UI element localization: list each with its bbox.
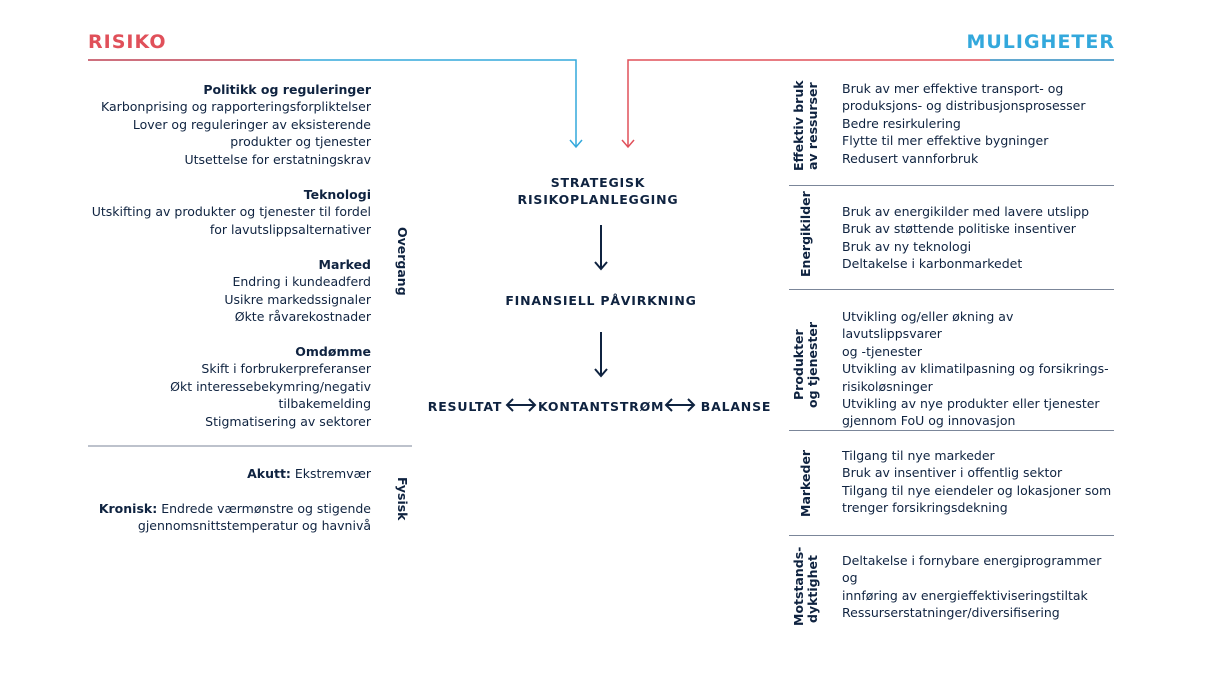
acute-text: Ekstremvær (294, 466, 371, 481)
opportunity-item: innføring av energieffektiviseringstiltak (842, 587, 1088, 603)
balance-label: BALANSE (700, 399, 772, 414)
reputation-item: Økt interessebekymring/negativ (170, 378, 371, 394)
right-divider (789, 289, 1114, 290)
market-item: Usikre markedssignaler (224, 291, 371, 307)
policy-item: Lover og reguleringer av eksisterende (132, 116, 371, 132)
reputation-title: Omdømme (295, 344, 371, 359)
technology-title: Teknologi (303, 187, 371, 202)
reputation-item: tilbakemelding (278, 396, 371, 412)
opportunity-item: Flytte til mer effektive bygninger (842, 133, 1049, 149)
double-arrow-left (507, 399, 535, 411)
market-block (88, 256, 371, 326)
opportunity-item: Deltakelse i karbonmarkedet (842, 256, 1023, 272)
policy-title: Politikk og reguleringer (203, 82, 371, 97)
opportunity-item: Bedre resirkulering (842, 115, 961, 131)
opportunity-section-energy-sources (789, 191, 1114, 287)
reputation-item: Skift i forbrukerpreferanser (201, 361, 371, 377)
right-divider (789, 535, 1114, 536)
market-title: Marked (318, 257, 371, 272)
transition-label: Overgang (395, 227, 410, 296)
technology-block (88, 186, 371, 238)
opportunity-section-resource-efficiency (789, 80, 1114, 184)
opportunity-header: MULIGHETER (966, 31, 1115, 53)
acute-label: Akutt: (247, 466, 291, 481)
opportunity-item: Tilgang til nye eiendeler og lokasjoner som (842, 482, 1112, 498)
opportunity-item: Bruk av energikilder med lavere utslipp (842, 204, 1090, 219)
double-arrow-right (666, 399, 694, 411)
section-label-resource-efficiency: Effektiv bruk av ressurser (791, 80, 820, 172)
opportunity-item: Utvikling av klimatilpasning og forsikrings- (842, 361, 1109, 377)
result-label: RESULTAT (427, 399, 503, 414)
chronic-text-1: Endrede værmønstre og stigende (161, 501, 371, 516)
opportunity-item: Bruk av insentiver i offentlig sektor (842, 465, 1063, 481)
technology-item: for lavutslippsalternativer (209, 221, 371, 237)
opportunity-item: Redusert vannforbruk (842, 150, 979, 166)
opportunity-section-products-services (789, 308, 1114, 428)
opportunity-item: trenger forsikringsdekning (842, 500, 1008, 516)
opportunity-item: gjennom FoU og innovasjon (842, 413, 1016, 429)
reputation-item: Stigmatisering av sektorer (205, 413, 371, 429)
opportunity-item: Utvikling og/eller økning av lavutslippsvarer (842, 309, 1014, 342)
chronic-label: Kronisk: (98, 501, 158, 516)
section-label-energy-sources: Energikilder (798, 191, 813, 277)
market-item: Endring i kundeadferd (232, 274, 371, 290)
risk-header: RISIKO (88, 31, 167, 53)
opportunity-item: Ressurserstatninger/diversifisering (842, 605, 1060, 621)
opportunity-item: Bruk av støttende politiske insentiver (842, 221, 1076, 237)
policy-block (88, 81, 371, 168)
opportunity-section-resilience (789, 546, 1114, 628)
opportunity-item: Bruk av ny teknologi (842, 238, 972, 254)
cashflow-label: KONTANTSTRØM (538, 399, 665, 414)
strategic-line-1: STRATEGISK (550, 175, 646, 190)
acute-block (88, 465, 371, 482)
chronic-text-2: gjennomsnittstemperatur og havnivå (137, 518, 371, 534)
opportunity-item: og -tjenester (842, 343, 922, 359)
physical-label: Fysisk (395, 477, 410, 521)
opportunity-section-markets (789, 447, 1114, 533)
right-divider (789, 185, 1114, 186)
strategic-planning-label (498, 174, 698, 208)
opportunity-item: risikoløsninger (842, 378, 933, 394)
right-divider (789, 430, 1114, 431)
section-label-resilience: Motstands- dyktighet (791, 546, 820, 626)
section-label-products-services: Produkter og tjenester (791, 321, 820, 409)
opportunity-item: Tilgang til nye markeder (842, 448, 995, 463)
financial-impact-label: FINANSIELL PÅVIRKNING (505, 293, 697, 308)
market-item: Økte råvarekostnader (234, 309, 371, 325)
policy-item: Karbonprising og rapporteringsforpliktelser (101, 99, 371, 115)
chronic-block (88, 500, 371, 535)
opportunity-item: Deltakelse i fornybare energiprogrammer og (842, 553, 1102, 586)
section-label-markets: Markeder (798, 449, 813, 517)
reputation-block (88, 343, 371, 430)
opportunity-item: Utvikling av nye produkter eller tjenester (842, 396, 1100, 412)
policy-item: Utsettelse for erstatningskrav (184, 151, 371, 167)
policy-item: produkter og tjenester (230, 134, 371, 150)
opportunity-item: Bruk av mer effektive transport- og (842, 81, 1064, 96)
technology-item: Utskifting av produkter og tjenester til fordel (91, 204, 371, 220)
opportunity-item: produksjons- og distribusjonsprosesser (842, 98, 1086, 114)
strategic-line-2: RISIKOPLANLEGGING (517, 192, 679, 207)
